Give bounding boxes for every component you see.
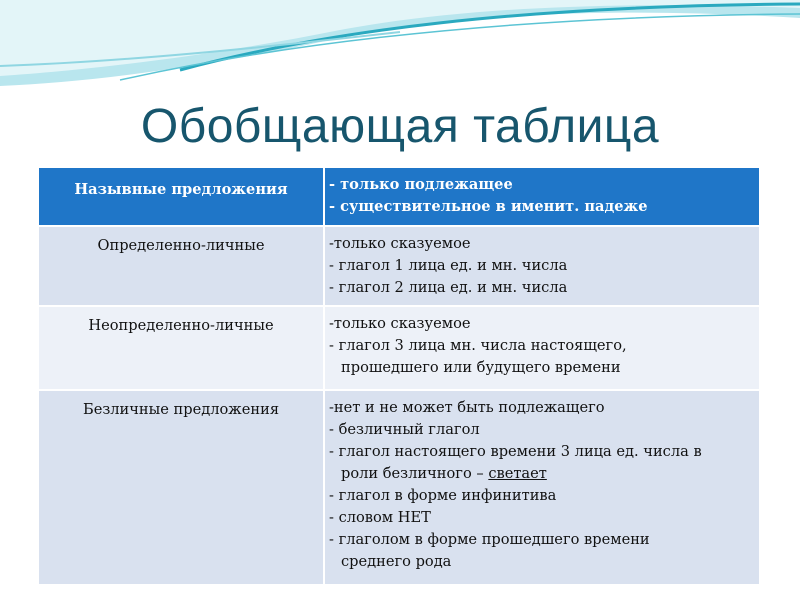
description-line: среднего рода — [341, 553, 452, 570]
header-right-cell — [324, 168, 759, 226]
header-line: - только подлежащее — [329, 176, 513, 193]
description-text: роли безличного – — [341, 465, 489, 482]
row-description — [324, 306, 759, 390]
description-line: - глаголом в форме прошедшего времени — [329, 531, 650, 548]
row-label: Безличные предложения — [39, 390, 324, 584]
description-line: - безличный глагол — [329, 421, 480, 438]
wave-decoration — [0, 0, 800, 110]
row-description — [324, 390, 759, 584]
summary-table — [39, 168, 759, 584]
slide-title: Обобщающая таблица — [140, 100, 660, 153]
example-word: светает — [488, 465, 547, 482]
description-line: - глагол 1 лица ед. и мн. числа — [329, 257, 568, 274]
table-row — [39, 390, 759, 584]
row-label: Определенно-личные — [39, 226, 324, 306]
row-label: Неопределенно-личные — [39, 306, 324, 390]
description-line: - словом НЕТ — [329, 509, 431, 526]
description-line: - глагол 2 лица ед. и мн. числа — [329, 279, 568, 296]
description-line: прошедшего или будущего времени — [341, 359, 621, 376]
header-line: - существительное в именит. падеже — [329, 198, 648, 215]
table-header-row — [39, 168, 759, 226]
description-line — [329, 463, 753, 485]
description-line: - глагол настоящего времени 3 лица ед. числа в — [329, 443, 702, 460]
description-line: - глагол в форме инфинитива — [329, 487, 557, 504]
description-line: -только сказуемое — [329, 235, 471, 252]
description-line: -нет и не может быть подлежащего — [329, 399, 605, 416]
description-line: - глагол 3 лица мн. числа настоящего, — [329, 337, 627, 354]
row-description — [324, 226, 759, 306]
header-left-cell: Назывные предложения — [39, 168, 324, 226]
description-line: -только сказуемое — [329, 315, 471, 332]
table-row — [39, 306, 759, 390]
table-row — [39, 226, 759, 306]
